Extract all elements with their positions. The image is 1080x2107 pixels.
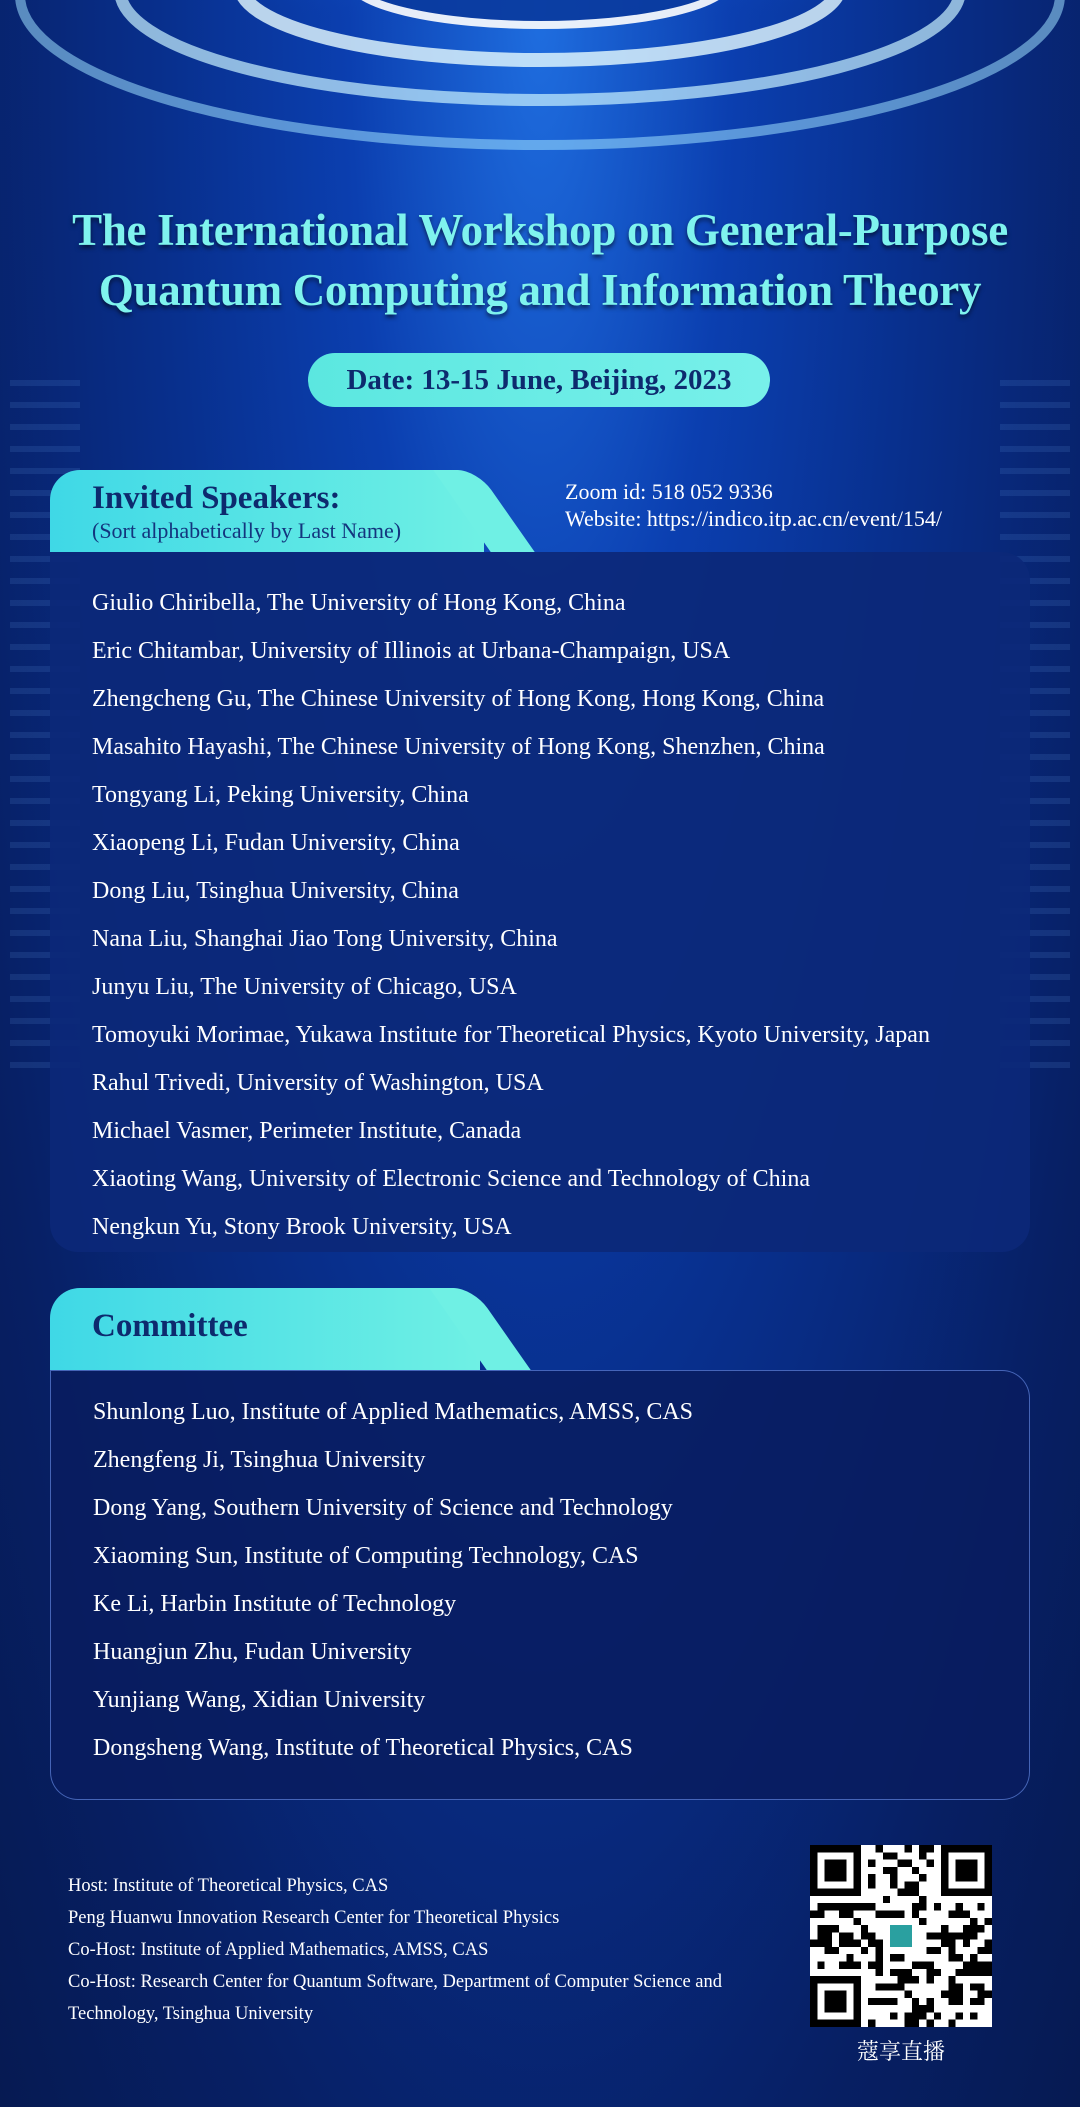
speakers-subheading: (Sort alphabetically by Last Name)	[92, 518, 402, 543]
speaker-item: Giulio Chiribella, The University of Hong Kong, China	[92, 590, 626, 616]
qr-label: 蔻享直播	[856, 2040, 945, 2065]
committee-item: Zhengfeng Ji, Tsinghua University	[93, 1447, 426, 1473]
zoom-id: Zoom id: 518 052 9336	[565, 479, 773, 504]
host-line: Co-Host: Research Center for Quantum Software, Department of Computer Science and Technology, Tsinghua University	[68, 1972, 722, 2024]
committee-item: Yunjiang Wang, Xidian University	[93, 1687, 426, 1713]
speaker-item: Tongyang Li, Peking University, China	[92, 782, 469, 808]
committee-tab	[50, 1288, 480, 1370]
speaker-item: Zhengcheng Gu, The Chinese University of Hong Kong, Hong Kong, China	[92, 686, 825, 712]
speaker-item: Nana Liu, Shanghai Jiao Tong University, China	[92, 926, 558, 952]
speakers-list	[92, 579, 930, 1251]
speakers-heading: Invited Speakers:	[92, 480, 341, 516]
event-info	[565, 478, 942, 532]
date-badge: Date: 13-15 June, Beijing, 2023	[308, 353, 770, 407]
speaker-item: Masahito Hayashi, The Chinese University of Hong Kong, Shenzhen, China	[92, 734, 825, 760]
committee-item: Huangjun Zhu, Fudan University	[93, 1639, 412, 1665]
committee-panel	[50, 1370, 1030, 1800]
page-title	[0, 200, 1080, 320]
speaker-item: Tomoyuki Morimae, Yukawa Institute for Theoretical Physics, Kyoto University, Japan	[92, 1022, 930, 1048]
speaker-item: Dong Liu, Tsinghua University, China	[92, 878, 459, 904]
committee-heading: Committee	[92, 1308, 248, 1344]
committee-item: Ke Li, Harbin Institute of Technology	[93, 1591, 457, 1617]
qr-code-icon[interactable]	[810, 1845, 992, 2027]
title-line-1: The International Workshop on General-Purpose	[72, 205, 1008, 255]
speaker-item: Xiaopeng Li, Fudan University, China	[92, 830, 460, 856]
committee-item: Dong Yang, Southern University of Science and Technology	[93, 1495, 673, 1521]
host-line: Peng Huanwu Innovation Research Center for Theoretical Physics	[68, 1908, 560, 1928]
speakers-panel	[50, 552, 1030, 1252]
committee-item: Xiaoming Sun, Institute of Computing Technology, CAS	[93, 1543, 639, 1569]
speaker-item: Rahul Trivedi, University of Washington, USA	[92, 1070, 544, 1096]
host-line: Host: Institute of Theoretical Physics, CAS	[68, 1876, 389, 1896]
speaker-item: Michael Vasmer, Perimeter Institute, Canada	[92, 1118, 522, 1144]
host-line: Co-Host: Institute of Applied Mathematics, AMSS, CAS	[68, 1940, 489, 1960]
host-info	[68, 1870, 788, 2030]
speaker-item: Eric Chitambar, University of Illinois at Urbana-Champaign, USA	[92, 638, 731, 664]
speaker-item: Xiaoting Wang, University of Electronic Science and Technology of China	[92, 1166, 810, 1192]
committee-list	[93, 1388, 693, 1772]
speaker-item: Nengkun Yu, Stony Brook University, USA	[92, 1214, 512, 1240]
committee-item: Dongsheng Wang, Institute of Theoretical Physics, CAS	[93, 1735, 633, 1761]
website-link[interactable]: Website: https://indico.itp.ac.cn/event/154/	[565, 506, 943, 531]
committee-item: Shunlong Luo, Institute of Applied Mathematics, AMSS, CAS	[93, 1399, 694, 1425]
speakers-tab	[50, 470, 484, 552]
title-line-2: Quantum Computing and Information Theory	[98, 265, 982, 315]
speaker-item: Junyu Liu, The University of Chicago, USA	[92, 974, 517, 1000]
